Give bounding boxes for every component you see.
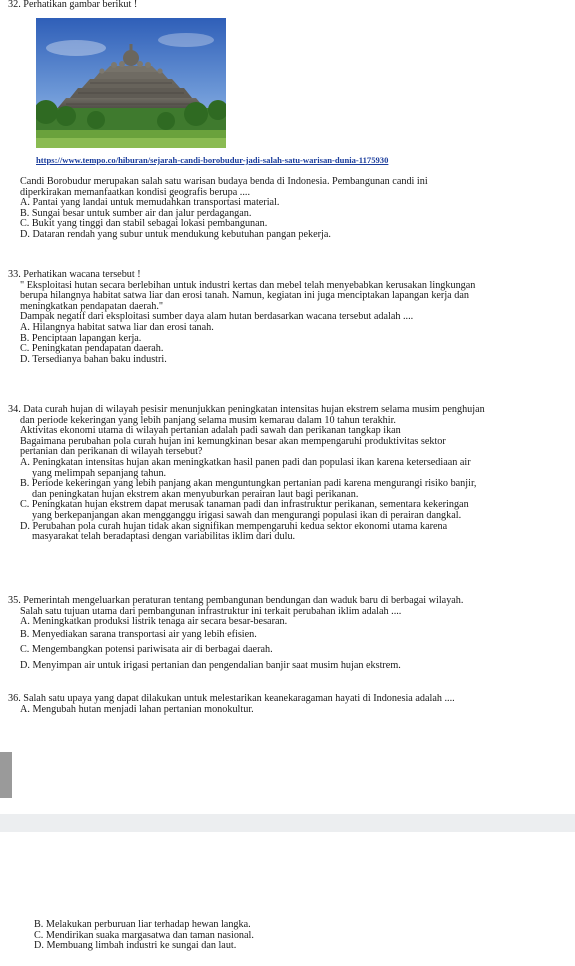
scroll-indicator[interactable] xyxy=(0,752,12,798)
question-33-header: 33. Perhatikan wacana tersebut ! xyxy=(8,269,141,280)
question-35-option-c[interactable]: C. Mengembangkan potensi pariwisata air di berbagai daerah. xyxy=(20,644,273,656)
question-35-option-a[interactable]: A. Meningkatkan produksi listrik tenaga air secara besar-besaran. xyxy=(20,616,288,628)
question-33-quote-line-2: berupa hilangnya habitat satwa liar dan erosi tanah. Namun, kegiatan ini juga menciptakan lapangan kerja dan xyxy=(20,290,469,302)
question-32-option-b[interactable]: B. Sungai besar untuk sumber air dan jalur perdagangan. xyxy=(20,207,252,219)
borobudur-photo xyxy=(36,18,226,148)
question-34-line-5: pertanian dan perikanan di wilayah tersebut? xyxy=(20,446,203,458)
question-34-option-d-line-1: D. Perubahan pola curah hujan tidak akan signifikan mempengaruhi kedua sektor ekonomi utama karena xyxy=(20,520,448,532)
question-34-option-a[interactable] xyxy=(8,458,568,479)
page-separator xyxy=(0,814,575,832)
question-34-option-b[interactable] xyxy=(8,479,568,500)
question-36-line-1: 36. Salah satu upaya yang dapat dilakukan untuk melestarikan keanekaragaman hayati di Indonesia adalah .... xyxy=(8,693,455,704)
question-34-option-c-line-1: C. Peningkatan hujan ekstrem dapat merusak tanaman padi dan infrastruktur perikanan, sementara kekeringan xyxy=(20,499,469,511)
question-34-option-c[interactable] xyxy=(8,500,568,521)
question-35 xyxy=(8,596,568,672)
question-35-line-2: Salah satu tujuan utama dari pembangunan infrastruktur ini terkait perubahan iklim adalah .... xyxy=(20,605,402,617)
question-32-option-a[interactable]: A. Pantai yang landai untuk memudahkan transportasi material. xyxy=(20,197,280,209)
question-32-body xyxy=(8,177,568,241)
question-33-option-a[interactable]: A. Hilangnya habitat satwa liar dan erosi tanah. xyxy=(20,321,214,333)
question-36-option-d[interactable]: D. Membuang limbah industri ke sungai dan laut. xyxy=(34,940,237,952)
question-34-line-2: dan periode kekeringan yang lebih panjang selama musim kemarau dalam 10 tahun terakhir. xyxy=(20,414,396,426)
question-32 xyxy=(8,0,568,11)
question-34-option-b-line-2: dan peningkatan hujan ekstrem akan menyuburkan perairan laut bagi perikanan. xyxy=(32,488,359,500)
question-36-remaining-options xyxy=(8,920,568,952)
question-36-option-a[interactable]: A. Mengubah hutan menjadi lahan pertanian monokultur. xyxy=(20,703,254,715)
question-33-option-b[interactable]: B. Penciptaan lapangan kerja. xyxy=(20,332,142,344)
question-32-stem-line-2: diperkirakan memanfaatkan kondisi geografis berupa .... xyxy=(20,186,250,198)
question-33-quote-line-1: " Eksploitasi hutan secara berlebihan untuk industri kertas dan mebel telah menyebabkan kerusakan lingkungan xyxy=(20,279,476,291)
question-34-option-c-line-2: yang berkepanjangan akan mengganggu irigasi sawah dan mengurangi populasi ikan di perairan dangkal. xyxy=(32,509,462,521)
question-32-header: 32. Perhatikan gambar berikut ! xyxy=(8,0,138,10)
question-32-stem-line-1: Candi Borobudur merupakan salah satu warisan budaya benda di Indonesia. Pembangunan candi ini xyxy=(20,176,428,187)
question-34-option-a-line-1: A. Peningkatan intensitas hujan akan meningkatkan hasil panen padi dan populasi ikan karena ketersediaan air xyxy=(20,456,471,468)
question-35-option-d[interactable]: D. Menyimpan air untuk irigasi pertanian dan pengendalian banjir saat musim hujan ekstrem. xyxy=(20,659,401,671)
source-link[interactable]: https://www.tempo.co/hiburan/sejarah-candi-borobudur-jadi-salah-satu-warisan-dunia-1175930 xyxy=(36,155,389,165)
question-36-option-b[interactable]: B. Melakukan perburuan liar terhadap hewan langka. xyxy=(34,919,251,930)
question-35-option-b[interactable]: B. Menyediakan sarana transportasi air yang lebih efisien. xyxy=(20,628,257,640)
question-34 xyxy=(8,405,568,543)
question-35-line-1: 35. Pemerintah mengeluarkan peraturan tentang pembangunan bendungan dan waduk baru di berbagai wilayah. xyxy=(8,595,464,606)
question-32-option-d[interactable]: D. Dataran rendah yang subur untuk mendukung kebutuhan pangan pekerja. xyxy=(20,228,331,240)
question-34-option-a-line-2: yang melimpah sepanjang tahun. xyxy=(32,467,167,479)
question-34-line-4: Bagaimana perubahan pola curah hujan ini kemungkinan besar akan mempengaruhi produktivitas sektor xyxy=(20,435,446,447)
question-34-line-1: 34. Data curah hujan di wilayah pesisir menunjukkan peningkatan intensitas hujan ekstrem selama musim penghujan xyxy=(8,404,485,415)
question-36-option-c[interactable]: C. Mendirikan suaka margasatwa dan taman nasional. xyxy=(34,929,254,941)
borobudur-image xyxy=(36,18,226,148)
question-33-option-d[interactable]: D. Tersedianya bahan baku industri. xyxy=(20,353,167,365)
question-32-option-c[interactable]: C. Bukit yang tinggi dan stabil sebagai lokasi pembangunan. xyxy=(20,218,268,230)
question-34-option-d[interactable] xyxy=(8,522,568,543)
question-33-quote-line-3: meningkatkan pendapatan daerah." xyxy=(20,300,164,312)
question-33-stem: Dampak negatif dari eksploitasi sumber daya alam hutan berdasarkan wacana tersebut adalah .... xyxy=(20,311,414,323)
question-34-option-b-line-1: B. Periode kekeringan yang lebih panjang akan menguntungkan pertanian padi karena mengurangi risiko banjir, xyxy=(20,478,477,490)
question-33 xyxy=(8,270,568,365)
question-34-line-3: Aktivitas ekonomi utama di wilayah pertanian adalah padi sawah dan perikanan tangkap ikan xyxy=(20,425,401,437)
question-34-option-d-line-2: masyarakat telah beradaptasi dengan variabilitas iklim dari dulu. xyxy=(32,531,296,543)
question-33-option-c[interactable]: C. Peningkatan pendapatan daerah. xyxy=(20,343,164,355)
question-36 xyxy=(8,694,568,715)
